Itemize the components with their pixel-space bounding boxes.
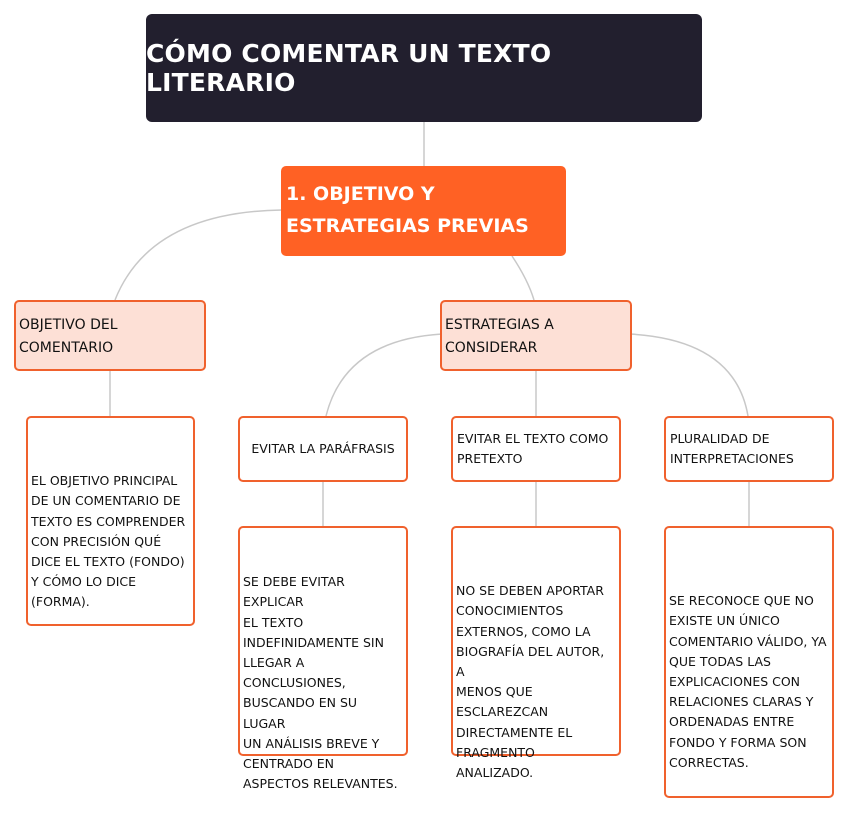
- main-topic-node[interactable]: [281, 166, 566, 256]
- paraphrase-text-node[interactable]: [238, 526, 408, 792]
- connector-strategies-plurality: [630, 334, 748, 416]
- plurality-label: PLURALIDAD DE INTERPRETACIONES: [670, 431, 794, 466]
- connector-main-objective: [115, 210, 282, 300]
- map-title[interactable]: [146, 14, 702, 122]
- objective-node[interactable]: [14, 300, 206, 371]
- strategies-label: ESTRATEGIAS A CONSIDERAR: [445, 317, 554, 356]
- objective-label: OBJETIVO DEL COMENTARIO: [19, 317, 118, 356]
- pretext-node[interactable]: [451, 416, 621, 482]
- plurality-text: SE RECONOCE QUE NO EXISTE UN ÚNICO COMENTARIO VÁLIDO, YA QUE TODAS LAS EXPLICACIONES CON RELACIONES CLARAS Y ORDENADAS ENTRE FONDO Y FORMA SON CORRECTAS.: [669, 593, 827, 770]
- paraphrase-text: SE DEBE EVITAR EXPLICAR EL TEXTO INDEFINIDAMENTE SIN LLEGAR A CONCLUSIONES, BUSCANDO EN SU LUGAR UN ANÁLISIS BREVE Y CENTRADO EN ASPECTOS RELEVANTES.: [243, 574, 398, 792]
- map-title-text: CÓMO COMENTAR UN TEXTO LITERARIO: [146, 39, 552, 97]
- plurality-text-node[interactable]: [664, 526, 834, 798]
- pretext-label: EVITAR EL TEXTO COMO PRETEXTO: [457, 431, 609, 466]
- objective-text: EL OBJETIVO PRINCIPAL DE UN COMENTARIO DE TEXTO ES COMPRENDER CON PRECISIÓN QUÉ DICE EL TEXTO (FONDO) Y CÓMO LO DICE (FORMA).: [31, 473, 186, 610]
- connector-strategies-paraphrase: [326, 334, 442, 416]
- paraphrase-node[interactable]: [238, 416, 408, 482]
- pretext-text: NO SE DEBEN APORTAR CONOCIMIENTOS EXTERNOS, COMO LA BIOGRAFÍA DEL AUTOR, A MENOS QUE ESCLAREZCAN DIRECTAMENTE EL FRAGMENTO ANALIZADO.: [456, 583, 605, 781]
- paraphrase-label: EVITAR LA PARÁFRASIS: [251, 441, 395, 456]
- strategies-node[interactable]: [440, 300, 632, 371]
- plurality-node[interactable]: [664, 416, 834, 482]
- connector-main-strategies: [512, 256, 534, 300]
- pretext-text-node[interactable]: [451, 526, 621, 781]
- main-topic-text: 1. OBJETIVO Y ESTRATEGIAS PREVIAS: [286, 183, 529, 237]
- objective-text-node[interactable]: [26, 416, 195, 626]
